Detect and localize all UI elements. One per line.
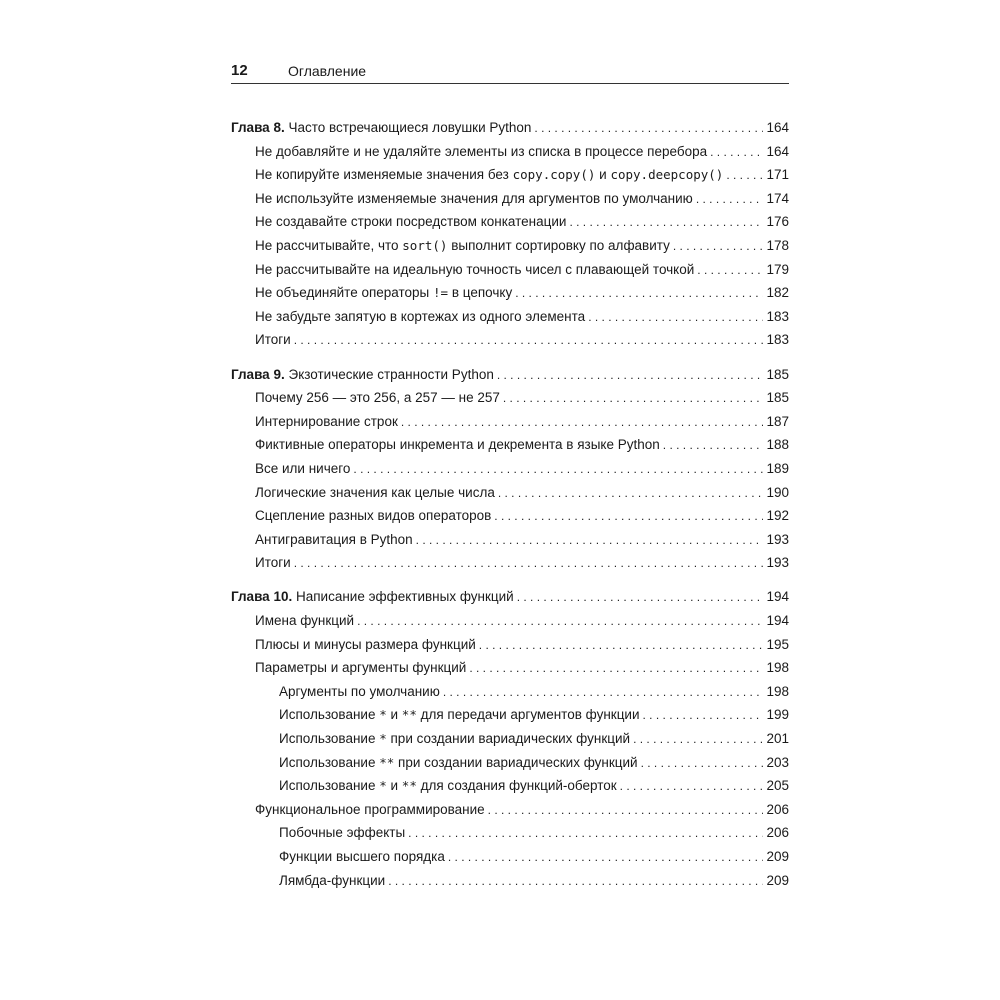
toc-section-item[interactable] (231, 755, 789, 779)
dot-leader (726, 168, 763, 182)
dot-leader (469, 661, 763, 675)
chapter-title: Экзотические странности Python (288, 366, 494, 382)
toc-entry-title: Параметры и аргументы функций (255, 660, 467, 676)
toc-section-item[interactable] (231, 508, 789, 532)
toc-section-item[interactable] (231, 191, 789, 215)
toc-entry-title: Побочные эффекты (279, 825, 406, 841)
chapter-label: Глава 8. (231, 120, 285, 135)
toc-entry-title: Интернирование строк (255, 413, 398, 429)
toc-section-item[interactable] (231, 390, 789, 414)
toc-section-item[interactable] (231, 437, 789, 461)
toc-entry-title: Плюсы и минусы размера функций (255, 636, 476, 652)
toc-chapter-3[interactable] (231, 589, 789, 613)
toc-entry-title: Функциональное программирование (255, 801, 485, 817)
toc-entry-title: Антигравитация в Python (255, 531, 413, 547)
dot-leader (294, 333, 764, 347)
toc-entry-title: Лямбда-функции (279, 872, 386, 888)
dot-leader (663, 438, 764, 452)
dot-leader (517, 590, 764, 604)
toc-section-item[interactable] (231, 660, 789, 684)
dot-leader (488, 803, 764, 817)
toc-section-item[interactable] (231, 873, 789, 897)
toc-entry-title: Использование * и ** для передачи аргументов функции (279, 707, 640, 723)
dot-leader (357, 614, 763, 628)
toc-section-item[interactable] (231, 332, 789, 356)
toc-page-number: 183 (766, 332, 789, 348)
dot-leader (497, 368, 764, 382)
toc-page-number: 199 (766, 707, 789, 723)
toc-page-number: 164 (766, 120, 789, 135)
toc-entry-title: Не объединяйте операторы != в цепочку (255, 285, 513, 301)
toc-page-number: 185 (766, 390, 789, 406)
toc-page-number: 171 (766, 167, 789, 183)
toc-page-number: 193 (766, 555, 789, 571)
toc-page-number: 209 (766, 849, 789, 864)
toc-page-number: 195 (766, 636, 789, 652)
toc-entry-title: Использование * при создании вариадических функций (279, 731, 631, 747)
toc-section-item[interactable] (231, 167, 789, 191)
toc-page-number: 193 (766, 531, 789, 547)
toc-section-item[interactable] (231, 707, 789, 731)
toc-section-item[interactable] (231, 144, 789, 168)
toc-page-number: 164 (766, 143, 789, 159)
toc-page-number: 188 (766, 437, 789, 453)
toc-entry-title: Не копируйте изменяемые значения без copy.copy() и copy.deepcopy() (255, 167, 724, 183)
toc-page-number: 209 (766, 872, 789, 888)
toc-page-number: 176 (766, 214, 789, 230)
toc-section-item[interactable] (231, 555, 789, 579)
chapter-label: Глава 9. (231, 366, 285, 382)
toc-entry-title: Не рассчитывайте на идеальную точность чисел с плавающей точкой (255, 261, 695, 277)
toc-section-item[interactable] (231, 613, 789, 637)
toc-page-number: 182 (766, 285, 789, 301)
toc-section-item[interactable] (231, 532, 789, 556)
table-of-contents (231, 120, 789, 896)
toc-entry-title: Аргументы по умолчанию (279, 683, 440, 699)
toc-entry-title: Использование * и ** для создания функций-оберток (279, 778, 617, 794)
dot-leader (448, 850, 764, 864)
toc-section-item[interactable] (231, 731, 789, 755)
dot-leader (696, 192, 764, 206)
toc-page-number: 183 (766, 308, 789, 324)
dot-leader (515, 286, 763, 300)
dot-leader (503, 391, 764, 405)
dot-leader (479, 638, 764, 652)
toc-page-number: 203 (766, 754, 789, 770)
dot-leader (641, 756, 764, 770)
toc-entry-title: Функции высшего порядка (279, 849, 445, 864)
chapter-title: Часто встречающиеся ловушки Python (288, 120, 532, 135)
toc-section-item[interactable] (231, 825, 789, 849)
dot-leader (294, 556, 764, 570)
toc-section-item[interactable] (231, 485, 789, 509)
toc-section-item[interactable] (231, 684, 789, 708)
dot-leader (401, 415, 764, 429)
toc-section-item[interactable] (231, 461, 789, 485)
toc-entry-title: Все или ничего (255, 460, 351, 476)
toc-entry-title: Итоги (255, 332, 291, 348)
toc-entry-title: Фиктивные операторы инкремента и декремента в языке Python (255, 437, 660, 453)
toc-entry-title: Не добавляйте и не удаляйте элементы из списка в процессе перебора (255, 143, 708, 159)
toc-page-number: 198 (766, 660, 789, 676)
dot-leader (697, 263, 763, 277)
dot-leader (353, 462, 763, 476)
header-rule (231, 83, 789, 84)
dot-leader (498, 486, 764, 500)
dot-leader (620, 779, 764, 793)
running-title: Оглавление (288, 63, 367, 79)
toc-section-item[interactable] (231, 309, 789, 333)
toc-page-number: 194 (766, 589, 789, 605)
toc-page-number: 194 (766, 613, 789, 629)
toc-entry-title: Не забудьте запятую в кортежах из одного элемента (255, 308, 586, 324)
page-header (231, 58, 789, 82)
toc-page-number: 187 (766, 413, 789, 429)
toc-entry-title: Не создавайте строки посредством конкатенации (255, 214, 567, 230)
dot-leader (534, 121, 763, 135)
toc-entry-title: Логические значения как целые числа (255, 484, 495, 500)
chapter-title: Написание эффективных функций (295, 589, 514, 605)
toc-page-number: 205 (766, 778, 789, 794)
dot-leader (494, 509, 763, 523)
dot-leader (416, 533, 764, 547)
dot-leader (643, 708, 764, 722)
toc-page-number: 206 (766, 801, 789, 817)
dot-leader (588, 310, 763, 324)
toc-entry-title: Итоги (255, 555, 291, 571)
toc-section-item[interactable] (231, 262, 789, 286)
toc-page-number: 192 (766, 508, 789, 524)
toc-section-item[interactable] (231, 637, 789, 661)
toc-entry-title: Имена функций (255, 613, 355, 629)
toc-page-number: 198 (766, 683, 789, 699)
toc-section-item[interactable] (231, 238, 789, 262)
toc-page-number: 179 (766, 261, 789, 277)
toc-entry-title: Не рассчитывайте, что sort() выполнит сортировку по алфавиту (255, 237, 670, 253)
toc-page-number: 206 (766, 825, 789, 841)
dot-leader (633, 732, 763, 746)
toc-entry-title: Не используйте изменяемые значения для аргументов по умолчанию (255, 190, 693, 206)
toc-chapter-2[interactable] (231, 367, 789, 391)
toc-page-number: 178 (766, 237, 789, 253)
toc-page-number: 185 (766, 366, 789, 382)
toc-section-item[interactable] (231, 285, 789, 309)
chapter-label: Глава 10. (231, 589, 293, 605)
dot-leader (408, 826, 763, 840)
dot-leader (443, 685, 764, 699)
toc-page-number: 174 (766, 190, 789, 206)
toc-entry-title: Почему 256 — это 256, а 257 — не 257 (255, 390, 500, 406)
toc-entry-title: Сцепление разных видов операторов (255, 508, 492, 524)
dot-leader (673, 239, 764, 253)
toc-page-number: 201 (766, 731, 789, 747)
toc-entry-title: Использование ** при создании вариадических функций (279, 754, 638, 770)
toc-section-item[interactable] (231, 802, 789, 826)
toc-section-item[interactable] (231, 849, 789, 873)
toc-section-item[interactable] (231, 414, 789, 438)
toc-entry-title (231, 367, 494, 382)
toc-entry-title (231, 589, 514, 604)
toc-section-item[interactable] (231, 778, 789, 802)
dot-leader (569, 215, 763, 229)
page-number: 12 (231, 62, 248, 79)
toc-chapter-1[interactable] (231, 120, 789, 144)
toc-page-number: 189 (766, 460, 789, 476)
toc-entry-title (231, 120, 531, 135)
dot-leader (710, 145, 763, 159)
dot-leader (388, 874, 763, 888)
toc-page-number: 190 (766, 484, 789, 500)
toc-section-item[interactable] (231, 214, 789, 238)
